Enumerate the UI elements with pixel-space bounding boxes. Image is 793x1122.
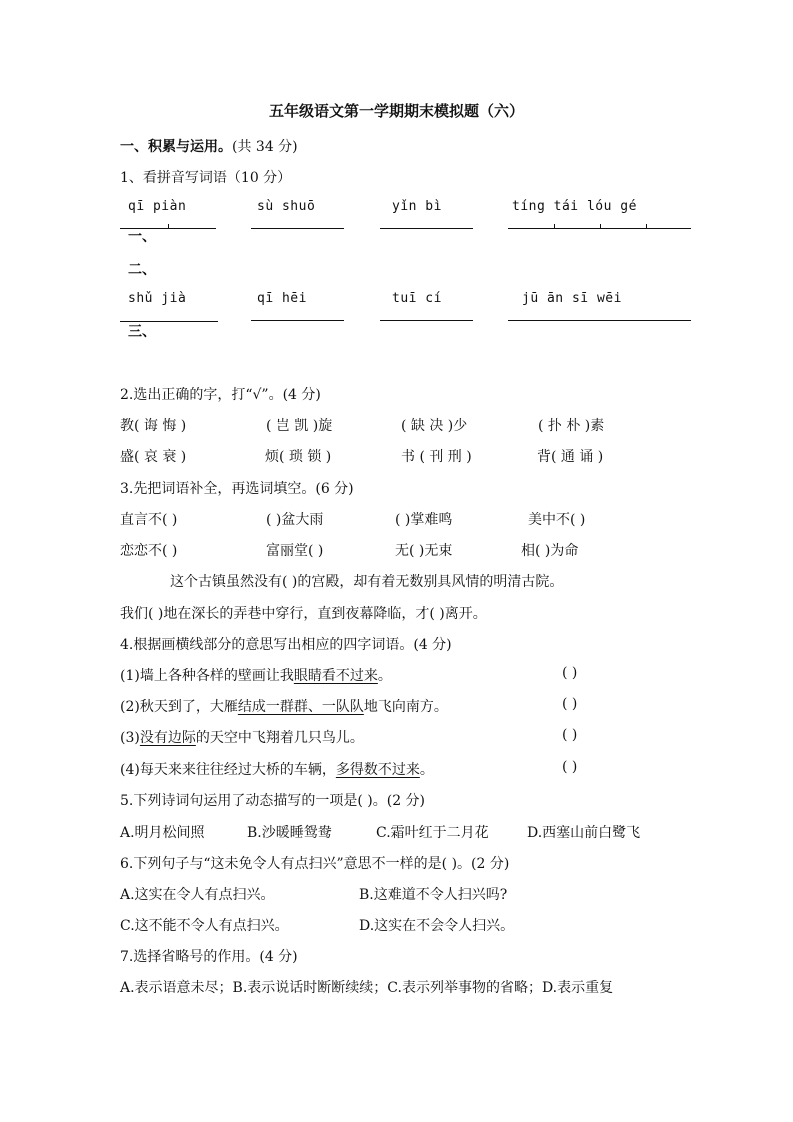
q4-item-text: (1)墙上各种各样的壁画让我 xyxy=(120,668,294,684)
q4-item-3 xyxy=(120,727,364,747)
q5-option-c[interactable]: C.霜叶红于二月花 xyxy=(376,825,489,841)
q3-sentence-2[interactable]: 我们( )地在深长的弄巷中穿行，直到夜幕降临，才( )离开。 xyxy=(120,606,487,622)
q5-option-a[interactable]: A.明月松间照 xyxy=(120,825,205,841)
section1-heading xyxy=(120,136,298,156)
q3-idiom[interactable]: 富丽堂( ) xyxy=(266,543,324,559)
q2-option[interactable]: 盛( 哀 衰 ) xyxy=(120,449,187,465)
q2-option[interactable]: ( 缺 决 )少 xyxy=(401,418,468,434)
q6-heading: 6.下列句子与“这未免令人有点扫兴”意思不一样的是( )。(2 分) xyxy=(120,856,510,872)
q3-idiom[interactable]: 直言不( ) xyxy=(120,512,178,528)
q4-underlined-phrase: 结成一群群、一队队 xyxy=(237,699,364,715)
q4-answer-blank[interactable]: ( ) xyxy=(562,727,578,743)
q1-heading: 1、看拼音写词语（10 分） xyxy=(120,170,292,186)
q5-heading: 5.下列诗词句运用了动态描写的一项是( )。(2 分) xyxy=(120,793,426,809)
answer-line[interactable] xyxy=(251,320,344,321)
q1-pinyin-8: jū ān sī wēi xyxy=(522,291,622,306)
q6-option-c[interactable]: C.这不能不令人有点扫兴。 xyxy=(120,918,289,934)
q4-item-text: 地飞向南方。 xyxy=(363,699,448,715)
q1-pinyin-7: tuī cí xyxy=(392,291,442,306)
q3-idiom[interactable]: 相( )为命 xyxy=(521,543,579,559)
q4-item-4 xyxy=(120,759,434,779)
q1-pinyin-2: sù shuō xyxy=(257,199,316,214)
q4-item-2 xyxy=(120,696,448,716)
answer-line[interactable] xyxy=(508,320,691,321)
answer-line[interactable] xyxy=(251,228,344,229)
q4-item-text: (2)秋天到了，大雁 xyxy=(120,699,238,715)
q4-item-text: (3) xyxy=(120,730,140,746)
answer-line-divider xyxy=(168,224,169,228)
answer-line[interactable] xyxy=(380,320,473,321)
q1-pinyin-4: tíng tái lóu gé xyxy=(512,199,637,214)
q3-heading: 3.先把词语补全，再选词填空。(6 分) xyxy=(120,481,354,497)
q4-item-1 xyxy=(120,665,392,685)
q2-option[interactable]: 烦( 琐 锁 ) xyxy=(265,449,332,465)
q4-heading: 4.根据画横线部分的意思写出相应的四字词语。(4 分) xyxy=(120,637,452,653)
section1-title: 一、积累与运用。 xyxy=(120,139,232,155)
q3-idiom[interactable]: ( )掌难鸣 xyxy=(395,512,453,528)
answer-line[interactable] xyxy=(380,228,473,229)
q5-option-b[interactable]: B.沙暖睡鸳鸯 xyxy=(247,825,332,841)
q3-idiom[interactable]: 美中不( ) xyxy=(528,512,586,528)
q5-option-d[interactable]: D.西塞山前白鹭飞 xyxy=(527,825,641,841)
q4-answer-blank[interactable]: ( ) xyxy=(562,759,578,775)
q4-item-text: 的天空中飞翔着几只鸟儿。 xyxy=(195,730,364,746)
q3-sentence-1[interactable]: 这个古镇虽然没有( )的宫殿，却有着无数别具风情的明清古院。 xyxy=(170,574,564,590)
answer-line-divider xyxy=(554,224,555,228)
answer-line-divider xyxy=(646,224,647,228)
q4-underlined-phrase: 多得数不过来 xyxy=(335,762,420,778)
row-label-3: 三、 xyxy=(128,324,156,340)
q1-pinyin-6: qī hēi xyxy=(257,291,307,306)
answer-line[interactable] xyxy=(508,228,691,229)
q2-option[interactable]: ( 扑 朴 )素 xyxy=(538,418,605,434)
q1-pinyin-3: yǐn bì xyxy=(392,199,442,214)
q6-option-a[interactable]: A.这实在令人有点扫兴。 xyxy=(120,887,275,903)
q2-option[interactable]: 教( 诲 悔 ) xyxy=(120,418,187,434)
q4-item-text: 。 xyxy=(377,668,392,684)
q2-heading: 2.选出正确的字，打“√”。(4 分) xyxy=(120,387,321,403)
q4-item-text: 。 xyxy=(419,762,434,778)
q2-option[interactable]: 背( 通 诵 ) xyxy=(537,449,604,465)
page-title: 五年级语文第一学期期末模拟题（六） xyxy=(268,102,524,120)
q3-idiom[interactable]: 恋恋不( ) xyxy=(120,543,178,559)
answer-line-divider xyxy=(600,224,601,228)
row-label-1: 一、 xyxy=(128,229,156,245)
q2-option[interactable]: 书 ( 刊 刑 ) xyxy=(401,449,472,465)
q2-option[interactable]: ( 岂 凯 )旋 xyxy=(266,418,333,434)
q7-heading: 7.选择省略号的作用。(4 分) xyxy=(120,949,298,965)
q1-pinyin-1: qī piàn xyxy=(128,199,187,214)
q4-underlined-phrase: 眼睛看不过来 xyxy=(293,668,378,684)
q6-option-b[interactable]: B.这难道不令人扫兴吗? xyxy=(359,887,508,903)
q4-item-text: (4)每天来来往往经过大桥的车辆， xyxy=(120,762,336,778)
q6-option-d[interactable]: D.这实在不会令人扫兴。 xyxy=(359,918,515,934)
section1-points: (共 34 分) xyxy=(232,139,298,155)
q4-underlined-phrase: 没有边际 xyxy=(139,730,196,746)
q3-idiom[interactable]: ( )盆大雨 xyxy=(266,512,324,528)
q7-text: A.表示语意未尽；B.表示说话时断断续续；C.表示列举事物的省略；D.表示重复 xyxy=(120,980,614,996)
q4-answer-blank[interactable]: ( ) xyxy=(562,696,578,712)
q3-idiom[interactable]: 无( )无束 xyxy=(395,543,453,559)
row-label-2: 二、 xyxy=(128,262,156,278)
q4-answer-blank[interactable]: ( ) xyxy=(562,665,578,681)
q1-pinyin-5: shǔ jià xyxy=(128,291,187,306)
